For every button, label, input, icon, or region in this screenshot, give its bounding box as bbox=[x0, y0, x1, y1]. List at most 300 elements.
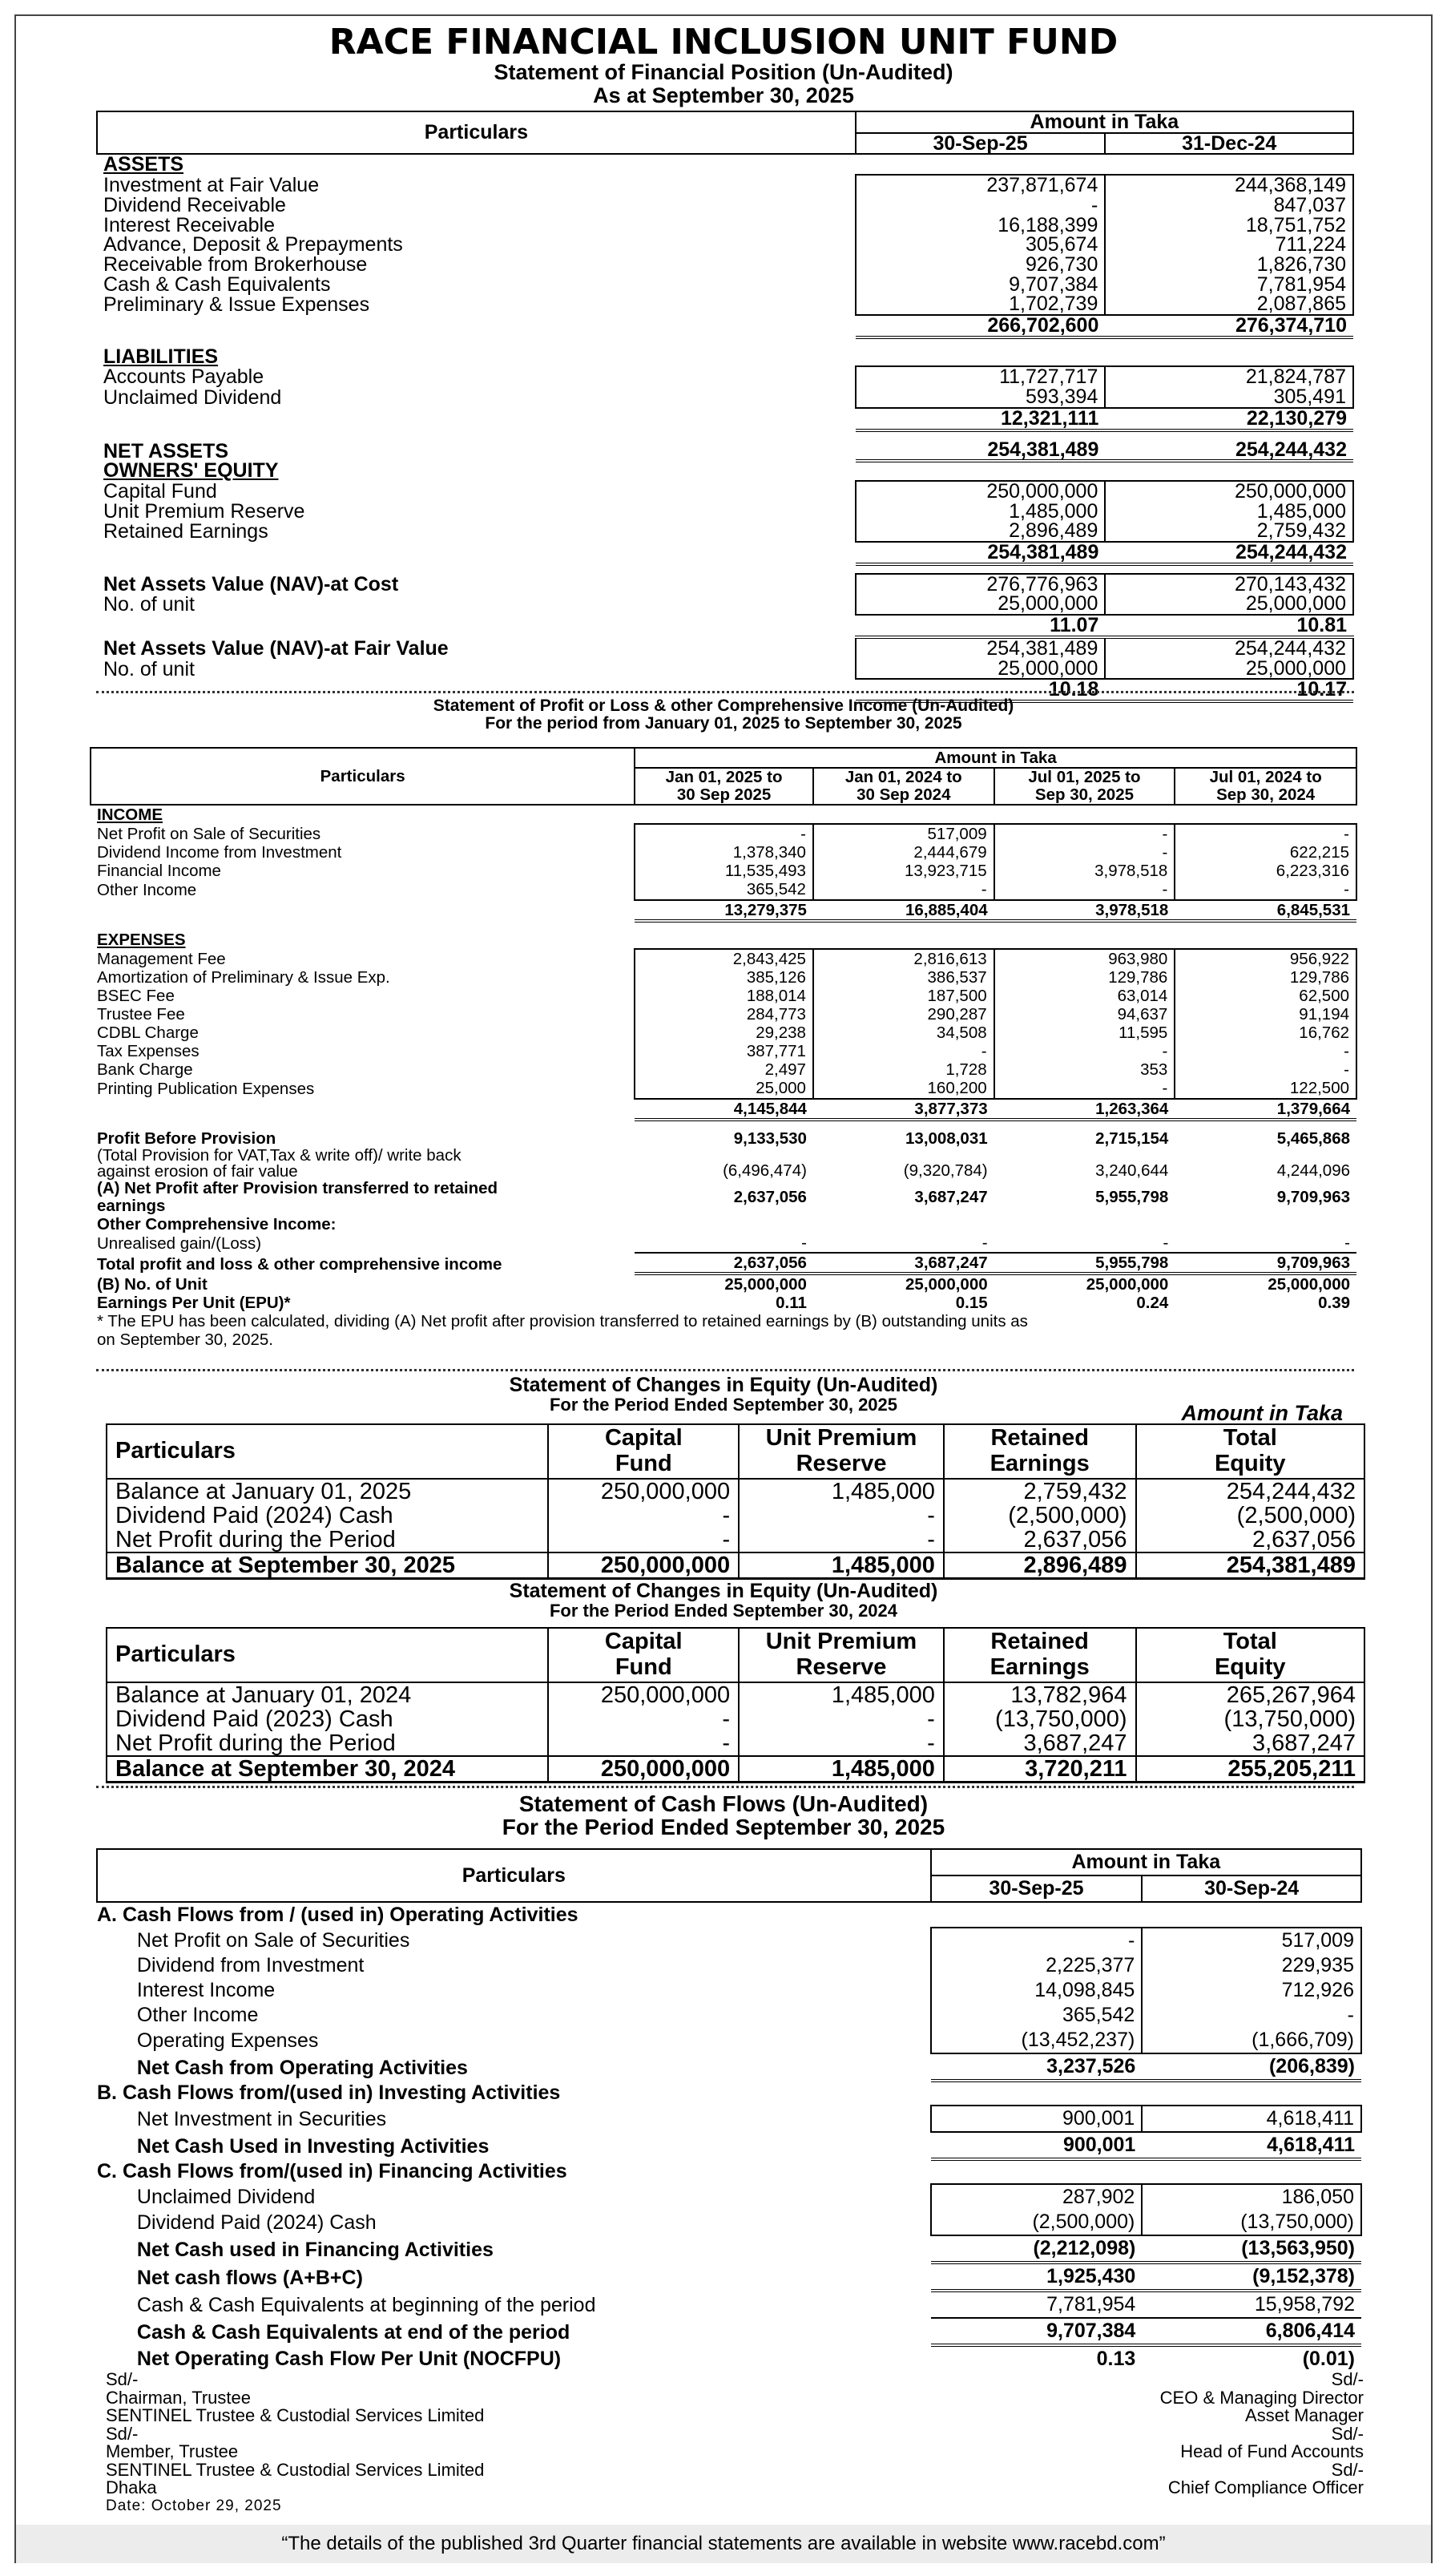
cell bbox=[97, 2106, 131, 2132]
value: - bbox=[548, 1731, 739, 1756]
table-row bbox=[91, 1042, 1356, 1060]
row-label: Balance at January 01, 2024 bbox=[107, 1682, 548, 1707]
changes-in-equity-2024 bbox=[106, 1627, 1365, 1783]
beginning-row bbox=[97, 2291, 1361, 2318]
total-value: 13,279,375 bbox=[635, 900, 813, 921]
total-value: 4,145,844 bbox=[635, 1099, 813, 1120]
cell bbox=[856, 564, 1106, 574]
value: 900,001 bbox=[931, 2106, 1143, 2132]
total-value: 12,321,111 bbox=[856, 408, 1106, 430]
value: 21,824,787 bbox=[1105, 366, 1353, 387]
epu-note: * The EPU has been calculated, dividing (A) Net profit after provision transferred to retained earnings by (B) outstanding units as bbox=[97, 1312, 1028, 1331]
total-value: 1,263,364 bbox=[994, 1099, 1175, 1120]
value: 365,542 bbox=[635, 880, 813, 899]
value: 1,702,739 bbox=[856, 294, 1106, 315]
spacer bbox=[91, 1120, 1356, 1129]
cell bbox=[856, 461, 1106, 481]
value: 7,781,954 bbox=[1105, 275, 1353, 295]
cell bbox=[856, 347, 1106, 367]
table-row bbox=[107, 1731, 1364, 1756]
table-row bbox=[107, 1707, 1364, 1731]
value: 237,871,674 bbox=[856, 175, 1106, 196]
cell bbox=[813, 931, 994, 949]
value: - bbox=[813, 1233, 994, 1253]
ce2-header bbox=[0, 1581, 1447, 1620]
row-label: Total profit and loss & other comprehensive income bbox=[97, 1254, 502, 1274]
signature-line: Sd/- bbox=[1331, 2369, 1364, 2389]
value: 2,816,613 bbox=[813, 949, 994, 968]
value: (13,750,000) bbox=[944, 1707, 1136, 1731]
value: 25,000,000 bbox=[1105, 594, 1353, 615]
table-row bbox=[97, 387, 1353, 408]
total-row bbox=[97, 2053, 1361, 2081]
value: 1,485,000 bbox=[739, 1682, 944, 1707]
value: 3,687,247 bbox=[1136, 1731, 1364, 1756]
profit-loss-table bbox=[90, 747, 1357, 1349]
pbp-row bbox=[91, 1129, 1356, 1148]
value: 3,687,247 bbox=[914, 1188, 988, 1207]
signatures-right bbox=[1160, 2371, 1364, 2497]
value: - bbox=[1175, 824, 1356, 843]
table-row bbox=[97, 2184, 1361, 2210]
cell bbox=[994, 921, 1175, 931]
value: 593,394 bbox=[856, 387, 1106, 408]
value: 254,381,489 bbox=[856, 637, 1106, 659]
row-label: No. of unit bbox=[103, 657, 195, 680]
cell bbox=[994, 1120, 1175, 1129]
row-label: (B) No. of Unit bbox=[97, 1274, 208, 1294]
table-row bbox=[97, 294, 1353, 315]
nocfpu-row bbox=[97, 2345, 1361, 2372]
row-label: Dividend Paid (2024) Cash bbox=[136, 2211, 377, 2234]
table-row bbox=[97, 2106, 1361, 2132]
nav-fair-row bbox=[97, 637, 1353, 659]
row-label: Dividend from Investment bbox=[136, 1954, 365, 1976]
value: 265,267,964 bbox=[1136, 1682, 1364, 1707]
signature-line: CEO & Managing Director bbox=[1159, 2387, 1364, 2408]
total-value: 0.13 bbox=[1096, 2348, 1136, 2370]
row-label: BSEC Fee bbox=[97, 986, 175, 1005]
value: 0.11 bbox=[776, 1294, 807, 1313]
value: (13,452,237) bbox=[931, 2028, 1143, 2053]
value: 1,485,000 bbox=[856, 502, 1106, 522]
table-row bbox=[107, 1682, 1364, 1707]
value: 187,500 bbox=[813, 987, 994, 1005]
cell bbox=[931, 2159, 1143, 2184]
signature-line: Head of Fund Accounts bbox=[1180, 2441, 1364, 2461]
row-label: CDBL Charge bbox=[97, 1024, 199, 1043]
row-label: Net Profit during the Period bbox=[107, 1528, 548, 1552]
total-value: 3,720,211 bbox=[944, 1756, 1136, 1783]
total-row bbox=[107, 1756, 1364, 1783]
changes-in-equity-2025 bbox=[106, 1423, 1365, 1580]
row-label: Unit Premium Reserve bbox=[103, 499, 305, 523]
section-heading bbox=[91, 931, 1356, 949]
value: - bbox=[931, 1928, 1143, 1953]
table-header bbox=[91, 748, 1356, 768]
section-heading: B. Cash Flows from/(used in) Investing Activities bbox=[97, 2081, 561, 2104]
cell bbox=[994, 1215, 1175, 1233]
value: - bbox=[1175, 880, 1356, 899]
footer-note: “The details of the published 3rd Quarter financial statements are available in website www.racebd.com” bbox=[16, 2525, 1431, 2563]
header bbox=[0, 24, 1447, 107]
total-value: 6,845,531 bbox=[1175, 900, 1356, 921]
value: 11,595 bbox=[994, 1024, 1175, 1042]
value: 94,637 bbox=[994, 1005, 1175, 1024]
row-label: Printing Publication Expenses bbox=[97, 1080, 315, 1099]
cell bbox=[856, 337, 1106, 347]
value: - bbox=[739, 1707, 944, 1731]
value: 276,776,963 bbox=[856, 574, 1106, 595]
value: - bbox=[1175, 1042, 1356, 1060]
value: 25,000,000 bbox=[1268, 1274, 1350, 1294]
value: 91,194 bbox=[1175, 1005, 1356, 1024]
value: 16,188,399 bbox=[856, 216, 1106, 236]
total-value: 6,806,414 bbox=[1142, 2318, 1361, 2345]
cell bbox=[97, 615, 856, 637]
value: 129,786 bbox=[994, 968, 1175, 987]
row-label: Unclaimed Dividend bbox=[136, 2186, 316, 2208]
value: (2,500,000) bbox=[931, 2210, 1143, 2235]
value: - bbox=[1175, 1233, 1356, 1253]
cell bbox=[635, 1120, 813, 1129]
section-heading bbox=[97, 2159, 1361, 2184]
value: 712,926 bbox=[1142, 1978, 1361, 2003]
signature-line: Sd/- bbox=[1331, 2423, 1364, 2444]
row-label: Advance, Deposit & Prepayments bbox=[103, 233, 403, 256]
cell bbox=[635, 805, 813, 824]
cell bbox=[91, 900, 635, 921]
cell bbox=[97, 2235, 131, 2263]
value: - bbox=[856, 196, 1106, 216]
table-row bbox=[97, 2210, 1361, 2235]
table-row bbox=[97, 659, 1353, 680]
value: 517,009 bbox=[1142, 1928, 1361, 1953]
value: (13,750,000) bbox=[1142, 2210, 1361, 2235]
table-row bbox=[97, 1928, 1361, 1953]
value: 25,000,000 bbox=[856, 594, 1106, 615]
value: 1,485,000 bbox=[1105, 502, 1353, 522]
total-value: (0.01) bbox=[1302, 2348, 1355, 2370]
row-label: Balance at January 01, 2025 bbox=[107, 1479, 548, 1504]
cell bbox=[1105, 564, 1353, 574]
cell bbox=[931, 1902, 1143, 1928]
value: 926,730 bbox=[856, 255, 1106, 275]
value: - bbox=[1175, 1060, 1356, 1079]
row-label: Net Profit on Sale of Securities bbox=[136, 1929, 410, 1952]
total-row bbox=[97, 315, 1353, 337]
signature-line: Sd/- bbox=[1331, 2459, 1364, 2480]
section-heading: Other Comprehensive Income: bbox=[97, 1214, 337, 1233]
total-value: 254,381,489 bbox=[856, 542, 1106, 564]
table-row bbox=[97, 1953, 1361, 1978]
oci-heading bbox=[91, 1215, 1356, 1233]
cell bbox=[1105, 347, 1353, 367]
total-value: 9,709,963 bbox=[1175, 1253, 1356, 1274]
col-header: Jan 01, 2025 to 30 Sep 2025 bbox=[635, 768, 813, 805]
col-header: 31-Dec-24 bbox=[1105, 133, 1353, 155]
value: - bbox=[1142, 2003, 1361, 2028]
value: 250,000,000 bbox=[856, 481, 1106, 502]
col-header: Jul 01, 2025 to Sep 30, 2025 bbox=[994, 768, 1175, 805]
value: 186,050 bbox=[1142, 2184, 1361, 2210]
cell bbox=[97, 2132, 131, 2159]
amount-header: Amount in Taka bbox=[931, 1849, 1361, 1875]
total-value: 10.18 bbox=[856, 679, 1106, 701]
row-label: No. of unit bbox=[103, 593, 195, 616]
value: 254,244,432 bbox=[1136, 1479, 1364, 1504]
table-row bbox=[97, 366, 1353, 387]
table-row bbox=[97, 216, 1353, 236]
value: 63,014 bbox=[994, 987, 1175, 1005]
row-label: Net Cash Used in Investing Activities bbox=[136, 2135, 490, 2158]
value: 129,786 bbox=[1175, 968, 1356, 987]
signature-line: Asset Manager bbox=[1245, 2405, 1364, 2425]
row-label: Net Cash used in Financing Activities bbox=[136, 2239, 494, 2261]
divider bbox=[96, 691, 1354, 693]
cell bbox=[97, 542, 856, 564]
row-label: Dividend Paid (2023) Cash bbox=[107, 1707, 548, 1731]
value: - bbox=[994, 880, 1175, 899]
total-value: 254,381,489 bbox=[1136, 1552, 1364, 1579]
table-row bbox=[91, 968, 1356, 987]
value: - bbox=[813, 880, 994, 899]
value: - bbox=[548, 1528, 739, 1552]
table-row bbox=[97, 235, 1353, 255]
total-row bbox=[91, 1253, 1356, 1274]
value: 2,497 bbox=[635, 1060, 813, 1079]
total-value: 250,000,000 bbox=[548, 1552, 739, 1579]
value: 7,781,954 bbox=[931, 2291, 1143, 2318]
row-label: Tax Expenses bbox=[97, 1042, 200, 1061]
cash-flows-table bbox=[96, 1848, 1362, 2372]
value: 365,542 bbox=[931, 2003, 1143, 2028]
section-heading: EXPENSES bbox=[97, 930, 186, 949]
value: 3,978,518 bbox=[994, 862, 1175, 880]
value: 4,244,096 bbox=[1276, 1161, 1350, 1180]
row-label: Investment at Fair Value bbox=[103, 174, 320, 197]
table-row bbox=[91, 862, 1356, 880]
value: 5,465,868 bbox=[1276, 1129, 1350, 1148]
value: 13,782,964 bbox=[944, 1682, 1136, 1707]
cell bbox=[994, 805, 1175, 824]
total-value: 250,000,000 bbox=[548, 1756, 739, 1783]
cell bbox=[1175, 1215, 1356, 1233]
value: - bbox=[548, 1504, 739, 1528]
value: 13,923,715 bbox=[813, 862, 994, 880]
value: 15,958,792 bbox=[1142, 2291, 1361, 2318]
row-label: Receivable from Brokerhouse bbox=[103, 252, 368, 276]
financial-position bbox=[96, 111, 1354, 703]
value: - bbox=[635, 1233, 813, 1253]
net-profit-row bbox=[91, 1180, 1356, 1215]
value: 18,751,752 bbox=[1105, 216, 1353, 236]
net-assets-row bbox=[97, 440, 1353, 462]
total-value: 2,637,056 bbox=[635, 1253, 813, 1274]
total-value: 1,485,000 bbox=[739, 1552, 944, 1579]
value: 305,674 bbox=[856, 235, 1106, 255]
value: - bbox=[739, 1504, 944, 1528]
value: 2,637,056 bbox=[944, 1528, 1136, 1552]
table-row bbox=[97, 1978, 1361, 2003]
total-value: 3,978,518 bbox=[994, 900, 1175, 921]
value: 3,240,644 bbox=[1095, 1161, 1169, 1180]
section-heading: INCOME bbox=[97, 806, 163, 825]
ce2-title: Statement of Changes in Equity (Un-Audited) bbox=[509, 1580, 938, 1602]
total-value: 22,130,279 bbox=[1105, 408, 1353, 430]
total-value: 1,925,430 bbox=[931, 2263, 1143, 2291]
divider bbox=[96, 1786, 1354, 1788]
value: 254,381,489 bbox=[856, 440, 1106, 462]
cell bbox=[97, 315, 856, 337]
table-header bbox=[107, 1424, 1364, 1479]
signature-line: Chief Compliance Officer bbox=[1167, 2477, 1364, 2497]
section-heading: LIABILITIES bbox=[103, 345, 219, 368]
value: 160,200 bbox=[813, 1079, 994, 1098]
cell bbox=[91, 1120, 635, 1129]
row-label: Capital Fund bbox=[103, 479, 217, 503]
value: - bbox=[813, 1042, 994, 1060]
cf-period: For the Period Ended September 30, 2025 bbox=[502, 1815, 945, 1840]
total-value: 11.07 bbox=[856, 615, 1106, 637]
ce1-title: Statement of Changes in Equity (Un-Audited) bbox=[509, 1374, 938, 1396]
total-row bbox=[97, 2132, 1361, 2159]
value: 25,000,000 bbox=[724, 1274, 807, 1294]
table-row bbox=[97, 502, 1353, 522]
value: 847,037 bbox=[1105, 196, 1353, 216]
value: 250,000,000 bbox=[548, 1479, 739, 1504]
table-row bbox=[91, 1233, 1356, 1253]
col-header: Total Equity bbox=[1136, 1628, 1364, 1682]
value: 2,087,865 bbox=[1105, 294, 1353, 315]
net-cash-row bbox=[97, 2263, 1361, 2291]
row-label: Balance at September 30, 2025 bbox=[107, 1552, 548, 1579]
cell bbox=[1142, 2081, 1361, 2106]
section-heading: ASSETS bbox=[103, 153, 184, 176]
col-header: Retained Earnings bbox=[944, 1424, 1136, 1479]
total-value: 900,001 bbox=[931, 2132, 1143, 2159]
cell bbox=[1142, 1902, 1361, 1928]
row-label: Dividend Paid (2024) Cash bbox=[107, 1504, 548, 1528]
row-label: Net Assets Value (NAV)-at Fair Value bbox=[103, 636, 449, 660]
section-heading bbox=[97, 2081, 1361, 2106]
total-value: 255,205,211 bbox=[1136, 1756, 1364, 1783]
table-row bbox=[107, 1504, 1364, 1528]
value: 11,727,717 bbox=[856, 366, 1106, 387]
value: 2,444,679 bbox=[813, 843, 994, 862]
particulars-header: Particulars bbox=[107, 1628, 548, 1682]
cell bbox=[856, 154, 1106, 175]
cell bbox=[635, 931, 813, 949]
row-label: Other Income bbox=[136, 2004, 259, 2026]
value: 270,143,432 bbox=[1105, 574, 1353, 595]
total-value: 254,244,432 bbox=[1105, 542, 1353, 564]
cell bbox=[91, 921, 635, 931]
signature-line: SENTINEL Trustee & Custodial Services Limited bbox=[106, 2459, 485, 2480]
signature-line: Dhaka bbox=[106, 2477, 157, 2497]
value: 14,098,845 bbox=[931, 1978, 1143, 2003]
cell bbox=[97, 2028, 131, 2053]
value: 517,009 bbox=[813, 824, 994, 843]
row-label: Cash & Cash Equivalents at end of the period bbox=[136, 2321, 570, 2344]
row-label: Net Profit during the Period bbox=[107, 1731, 548, 1756]
total-row bbox=[97, 408, 1353, 430]
ce1-period: For the Period Ended September 30, 2025 bbox=[549, 1395, 898, 1415]
cell bbox=[1175, 805, 1356, 824]
section-heading: A. Cash Flows from / (used in) Operating Activities bbox=[97, 1904, 578, 1926]
row-label: Management Fee bbox=[97, 949, 226, 968]
table-row bbox=[91, 880, 1356, 899]
table-row bbox=[91, 949, 1356, 968]
row-label: Preliminary & Issue Expenses bbox=[103, 293, 370, 317]
value: (2,500,000) bbox=[944, 1504, 1136, 1528]
value: (6,496,474) bbox=[723, 1161, 807, 1180]
row-label: NET ASSETS bbox=[103, 439, 229, 462]
value: 1,485,000 bbox=[739, 1479, 944, 1504]
value: 4,618,411 bbox=[1142, 2106, 1361, 2132]
row-label: Net Cash from Operating Activities bbox=[136, 2057, 468, 2079]
value: 9,709,963 bbox=[1276, 1188, 1350, 1207]
total-value: 9,707,384 bbox=[931, 2318, 1143, 2345]
table-row bbox=[97, 275, 1353, 295]
value: 16,762 bbox=[1175, 1024, 1356, 1042]
table-row bbox=[97, 255, 1353, 275]
value: (1,666,709) bbox=[1142, 2028, 1361, 2053]
pl-period: For the period from January 01, 2025 to September 30, 2025 bbox=[485, 714, 962, 733]
section-heading bbox=[97, 461, 1353, 481]
value: 290,287 bbox=[813, 1005, 994, 1024]
value: 2,759,432 bbox=[1105, 521, 1353, 542]
cell bbox=[813, 1120, 994, 1129]
row-label: Bank Charge bbox=[97, 1060, 193, 1080]
profit-loss bbox=[90, 747, 1357, 1349]
cell bbox=[635, 921, 813, 931]
ending-row bbox=[97, 2318, 1361, 2345]
cell bbox=[97, 1978, 131, 2003]
total-value: 3,237,526 bbox=[931, 2053, 1143, 2081]
pl-title: Statement of Profit or Loss & other Comprehensive Income (Un-Audited) bbox=[433, 696, 1014, 715]
row-label: Cash & Cash Equivalents at beginning of the period bbox=[136, 2294, 596, 2316]
table-row bbox=[91, 1005, 1356, 1024]
value: 254,244,432 bbox=[1105, 637, 1353, 659]
row-label: Net cash flows (A+B+C) bbox=[136, 2267, 363, 2289]
particulars-header: Particulars bbox=[97, 1849, 931, 1902]
total-value: 3,687,247 bbox=[813, 1253, 994, 1274]
value: 3,687,247 bbox=[944, 1731, 1136, 1756]
row-label: Operating Expenses bbox=[136, 2029, 319, 2052]
value: 5,955,798 bbox=[1095, 1188, 1169, 1207]
value: 9,707,384 bbox=[856, 275, 1106, 295]
value: 244,368,149 bbox=[1105, 175, 1353, 196]
spacer bbox=[91, 921, 1356, 931]
cell bbox=[91, 1099, 635, 1120]
total-value: (2,212,098) bbox=[931, 2235, 1143, 2263]
total-value: 1,485,000 bbox=[739, 1756, 944, 1783]
nav-cost-row bbox=[97, 574, 1353, 595]
value: 0.24 bbox=[1136, 1294, 1169, 1313]
col-header: Total Equity bbox=[1136, 1424, 1364, 1479]
fp-date: As at September 30, 2025 bbox=[593, 83, 854, 107]
table-row bbox=[97, 594, 1353, 615]
cell bbox=[1105, 337, 1353, 347]
total-value: 5,955,798 bbox=[994, 1253, 1175, 1274]
cf-title: Statement of Cash Flows (Un-Audited) bbox=[518, 1791, 929, 1816]
value: 1,826,730 bbox=[1105, 255, 1353, 275]
cell bbox=[97, 2184, 131, 2210]
col-header: Jul 01, 2024 to Sep 30, 2024 bbox=[1175, 768, 1356, 805]
value: 2,843,425 bbox=[635, 949, 813, 968]
pl-header bbox=[0, 697, 1447, 733]
